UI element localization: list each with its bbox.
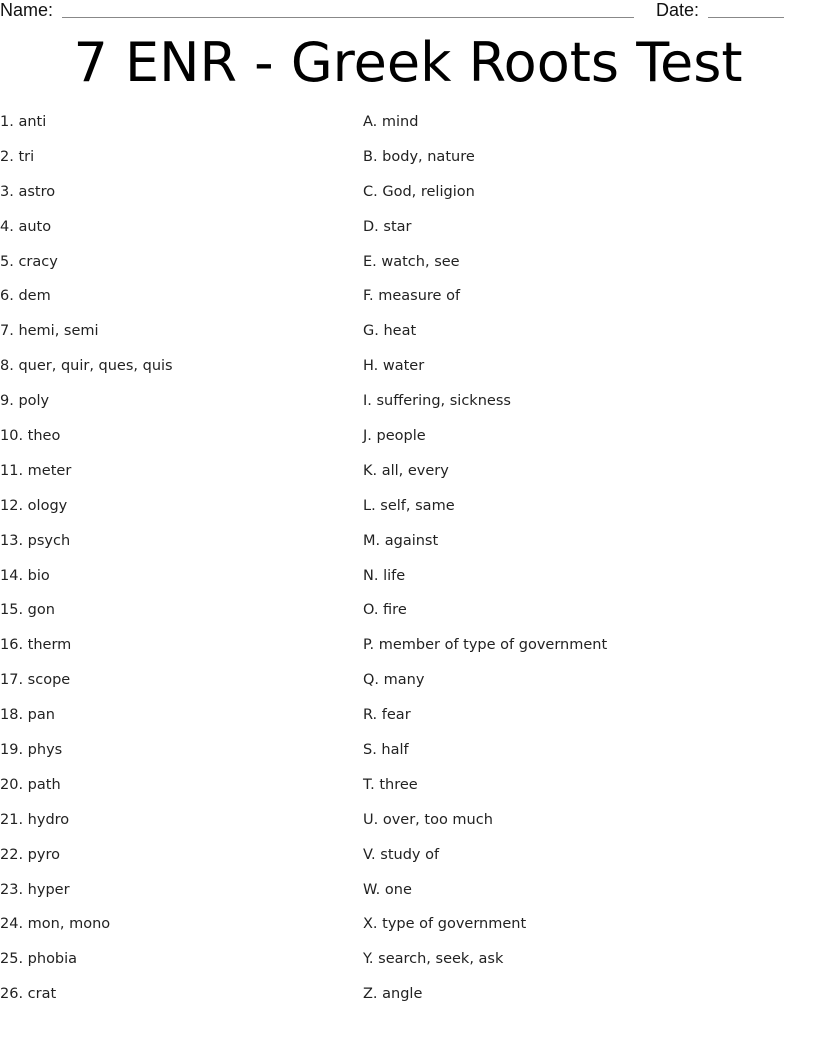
definition-item: L. self, same xyxy=(363,497,455,514)
definition-item: T. three xyxy=(363,776,418,793)
term-item: 9. poly xyxy=(0,393,50,410)
definition-item: I. suffering, sickness xyxy=(363,393,511,410)
term-item: 12. ology xyxy=(0,497,68,514)
term-item: 24. mon, mono xyxy=(0,916,111,933)
term-item: 2. tri xyxy=(0,148,35,165)
term-item: 13. psych xyxy=(0,532,71,549)
term-item: 4. auto xyxy=(0,218,52,235)
definition-item: F. measure of xyxy=(363,288,461,305)
worksheet-header xyxy=(0,0,816,24)
definition-item: P. member of type of government xyxy=(363,637,608,654)
term-item: 18. pan xyxy=(0,707,55,724)
term-item: 26. crat xyxy=(0,986,57,1003)
date-field[interactable] xyxy=(708,17,784,18)
term-item: 6. dem xyxy=(0,288,51,305)
definition-item: D. star xyxy=(363,218,412,235)
page-title: 7 ENR - Greek Roots Test xyxy=(73,31,743,94)
definition-item: B. body, nature xyxy=(363,148,475,165)
term-item: 5. cracy xyxy=(0,253,58,270)
term-item: 15. gon xyxy=(0,602,55,619)
definition-item: K. all, every xyxy=(363,462,449,479)
terms-list xyxy=(0,111,173,1018)
term-item: 16. therm xyxy=(0,637,72,654)
term-item: 3. astro xyxy=(0,183,56,200)
term-item: 14. bio xyxy=(0,567,50,584)
definition-item: G. heat xyxy=(363,323,417,340)
name-field[interactable] xyxy=(62,17,634,18)
definition-item: C. God, religion xyxy=(363,183,475,200)
term-item: 20. path xyxy=(0,776,61,793)
name-label: Name: xyxy=(0,0,54,20)
definitions-list xyxy=(363,111,607,1018)
term-item: 1. anti xyxy=(0,114,47,130)
definition-item: X. type of government xyxy=(363,916,527,933)
definition-item: M. against xyxy=(363,532,439,549)
term-item: 10. theo xyxy=(0,428,61,445)
term-item: 8. quer, quir, ques, quis xyxy=(0,358,173,375)
term-item: 23. hyper xyxy=(0,881,70,898)
term-item: 19. phys xyxy=(0,742,63,759)
term-item: 22. pyro xyxy=(0,846,60,863)
definition-item: N. life xyxy=(363,567,406,584)
definition-item: Z. angle xyxy=(363,986,423,1003)
definition-item: V. study of xyxy=(363,846,440,863)
definition-item: W. one xyxy=(363,881,412,898)
term-item: 11. meter xyxy=(0,462,72,479)
term-item: 7. hemi, semi xyxy=(0,323,99,340)
definition-item: Q. many xyxy=(363,672,425,689)
term-item: 25. phobia xyxy=(0,951,78,968)
definition-item: S. half xyxy=(363,742,409,759)
definition-item: U. over, too much xyxy=(363,811,493,828)
definition-item: J. people xyxy=(363,428,426,445)
definition-item: Y. search, seek, ask xyxy=(363,951,504,968)
definition-item: E. watch, see xyxy=(363,253,460,270)
definition-item: O. fire xyxy=(363,602,407,619)
term-item: 17. scope xyxy=(0,672,71,689)
date-label: Date: xyxy=(656,0,700,20)
definition-item: R. fear xyxy=(363,707,411,724)
definition-item: A. mind xyxy=(363,114,419,130)
definition-item: H. water xyxy=(363,358,425,375)
term-item: 21. hydro xyxy=(0,811,70,828)
